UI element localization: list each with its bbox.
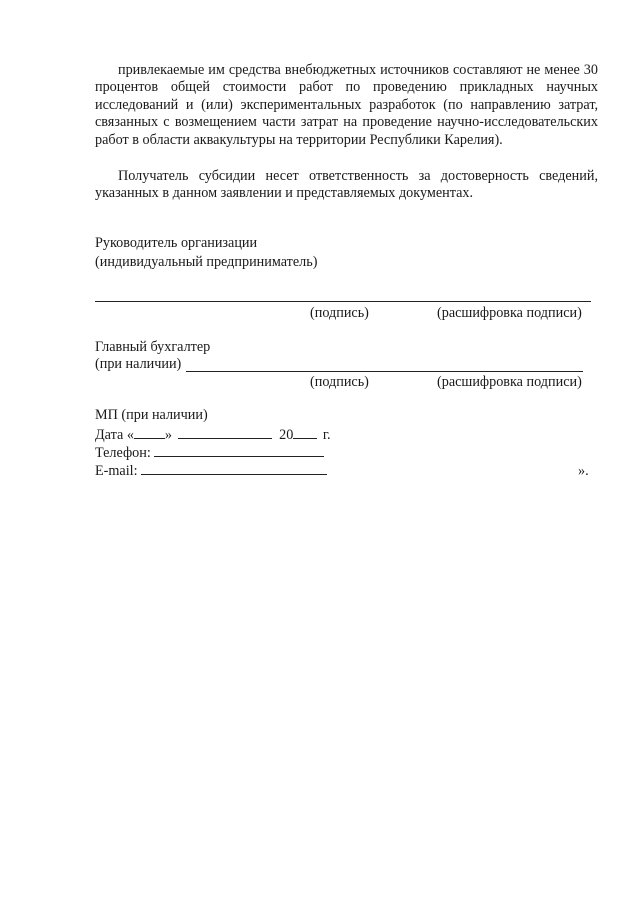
date-label: Дата « [95, 427, 134, 443]
date-quote-close: » [164, 427, 173, 443]
body-paragraph-1: привлекаемые им средства внебюджетных источников составляют не менее 30 процентов общей стоимости работ по проведению прикладных научных исследований и (или) экспериментальных разработок (по направлению затрат, связанных с возмещением части затрат на проведение научно-исследовательских работ в области аквакультуры на территории Республики Карелия). [95, 62, 598, 148]
date-year-suffix: г. [322, 427, 331, 443]
accountant-title-line-2: (при наличии) [95, 356, 182, 372]
head-signature-line [95, 301, 591, 302]
phone-field[interactable] [95, 443, 324, 462]
date-month-blank[interactable] [178, 425, 272, 439]
head-signature-caption: (подпись) [310, 305, 369, 321]
accountant-signature-caption: (подпись) [310, 374, 369, 390]
phone-blank[interactable] [154, 443, 324, 457]
date-year-blank[interactable] [293, 425, 317, 439]
head-title-line-1: Руководитель организации [95, 235, 258, 251]
date-day-blank[interactable] [134, 425, 165, 439]
email-field[interactable] [95, 461, 327, 480]
accountant-signature-line [186, 371, 583, 372]
accountant-decoding-caption: (расшифровка подписи) [437, 374, 582, 390]
closing-mark: ». [578, 463, 589, 479]
body-paragraph-2: Получатель субсидии несет ответственность за достоверность сведений, указанных в данном заявлении и представляемых документах. [95, 168, 598, 202]
head-decoding-caption: (расшифровка подписи) [437, 305, 582, 321]
accountant-title-line-1: Главный бухгалтер [95, 339, 211, 355]
email-blank[interactable] [141, 461, 327, 475]
stamp-label: МП (при наличии) [95, 407, 208, 423]
phone-label: Телефон: [95, 445, 151, 461]
date-field[interactable] [95, 425, 331, 444]
email-label: E-mail: [95, 463, 138, 479]
head-title-line-2: (индивидуальный предприниматель) [95, 254, 318, 270]
date-year-prefix: 20 [279, 427, 294, 443]
